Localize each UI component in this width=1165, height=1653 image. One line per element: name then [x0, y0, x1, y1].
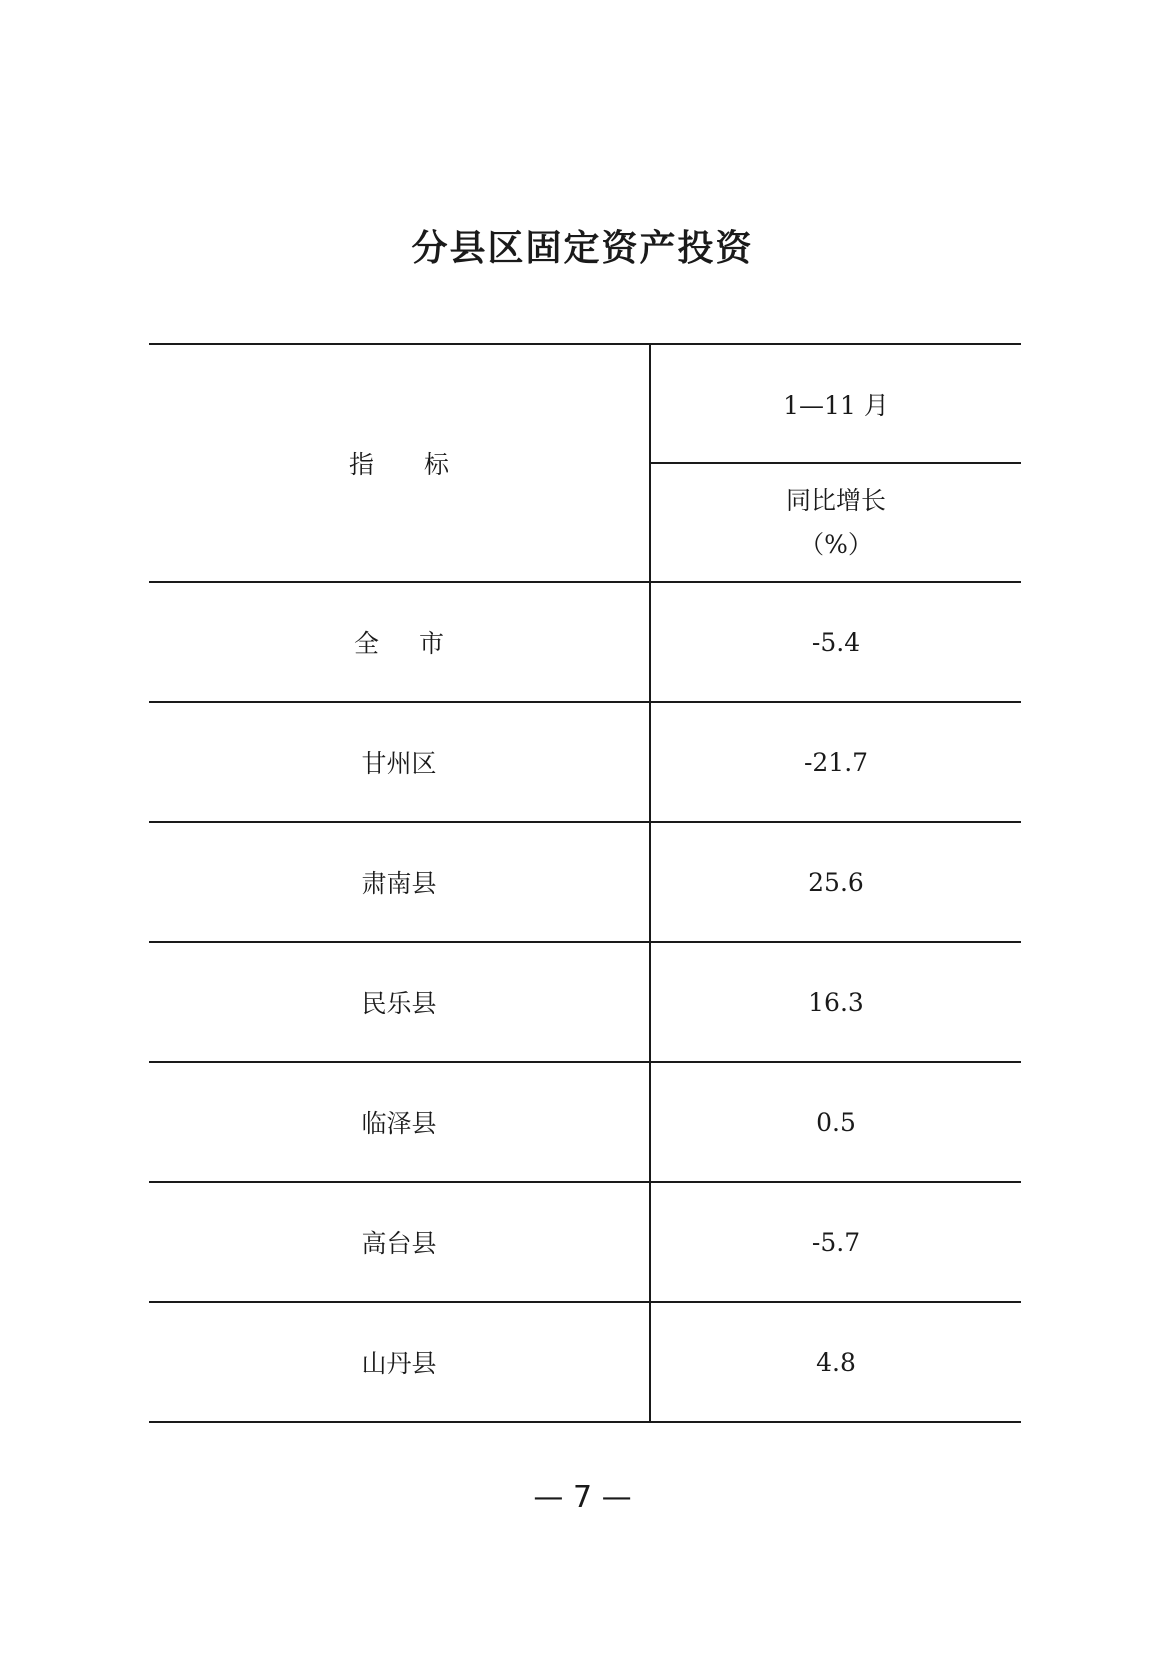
- table-row: [149, 942, 1021, 1062]
- row-value: 0.5: [816, 1107, 856, 1137]
- header-metric-label: 同比增长: [785, 485, 886, 515]
- row-value-cell: [650, 1302, 1021, 1422]
- row-value-cell: [650, 1182, 1021, 1302]
- row-value: -5.4: [811, 627, 861, 657]
- row-name-cell: [149, 1302, 650, 1422]
- table-header-row: [149, 344, 1021, 463]
- row-name: 民乐县: [361, 989, 437, 1018]
- row-name: 临泽县: [361, 1109, 437, 1138]
- row-value: -5.7: [811, 1227, 861, 1257]
- row-value: 16.3: [808, 987, 864, 1017]
- row-name: 高台县: [361, 1229, 437, 1258]
- row-value: -21.7: [803, 747, 869, 777]
- header-period-cell: [650, 344, 1021, 463]
- row-value-cell: [650, 1062, 1021, 1182]
- investment-table: [149, 343, 1021, 1423]
- table-row: [149, 582, 1021, 702]
- header-period-label: 1—11 月: [783, 390, 889, 420]
- header-unit-label: （%）: [799, 529, 873, 559]
- table-row: [149, 1182, 1021, 1302]
- row-value-cell: [650, 942, 1021, 1062]
- row-name-cell: [149, 1182, 650, 1302]
- row-name-cell: [149, 582, 650, 702]
- row-value: 25.6: [808, 867, 864, 897]
- header-indicator-cell: [149, 344, 650, 582]
- table-row: [149, 822, 1021, 942]
- table-row: [149, 1302, 1021, 1422]
- row-value-cell: [650, 702, 1021, 822]
- table-row: [149, 702, 1021, 822]
- row-name: 全市: [353, 629, 484, 658]
- page-number: — 7 —: [533, 1480, 632, 1515]
- row-name-cell: [149, 1062, 650, 1182]
- table-row: [149, 1062, 1021, 1182]
- row-value-cell: [650, 822, 1021, 942]
- row-name: 甘州区: [361, 749, 437, 778]
- row-name-cell: [149, 942, 650, 1062]
- header-indicator-label: 指标: [348, 450, 499, 479]
- row-value-cell: [650, 582, 1021, 702]
- header-metric-cell: [650, 463, 1021, 582]
- row-name-cell: [149, 822, 650, 942]
- row-value: 4.8: [816, 1347, 856, 1377]
- row-name-cell: [149, 702, 650, 822]
- row-name: 山丹县: [361, 1349, 437, 1378]
- row-name: 肃南县: [361, 869, 437, 898]
- page-title: 分县区固定资产投资: [411, 228, 754, 269]
